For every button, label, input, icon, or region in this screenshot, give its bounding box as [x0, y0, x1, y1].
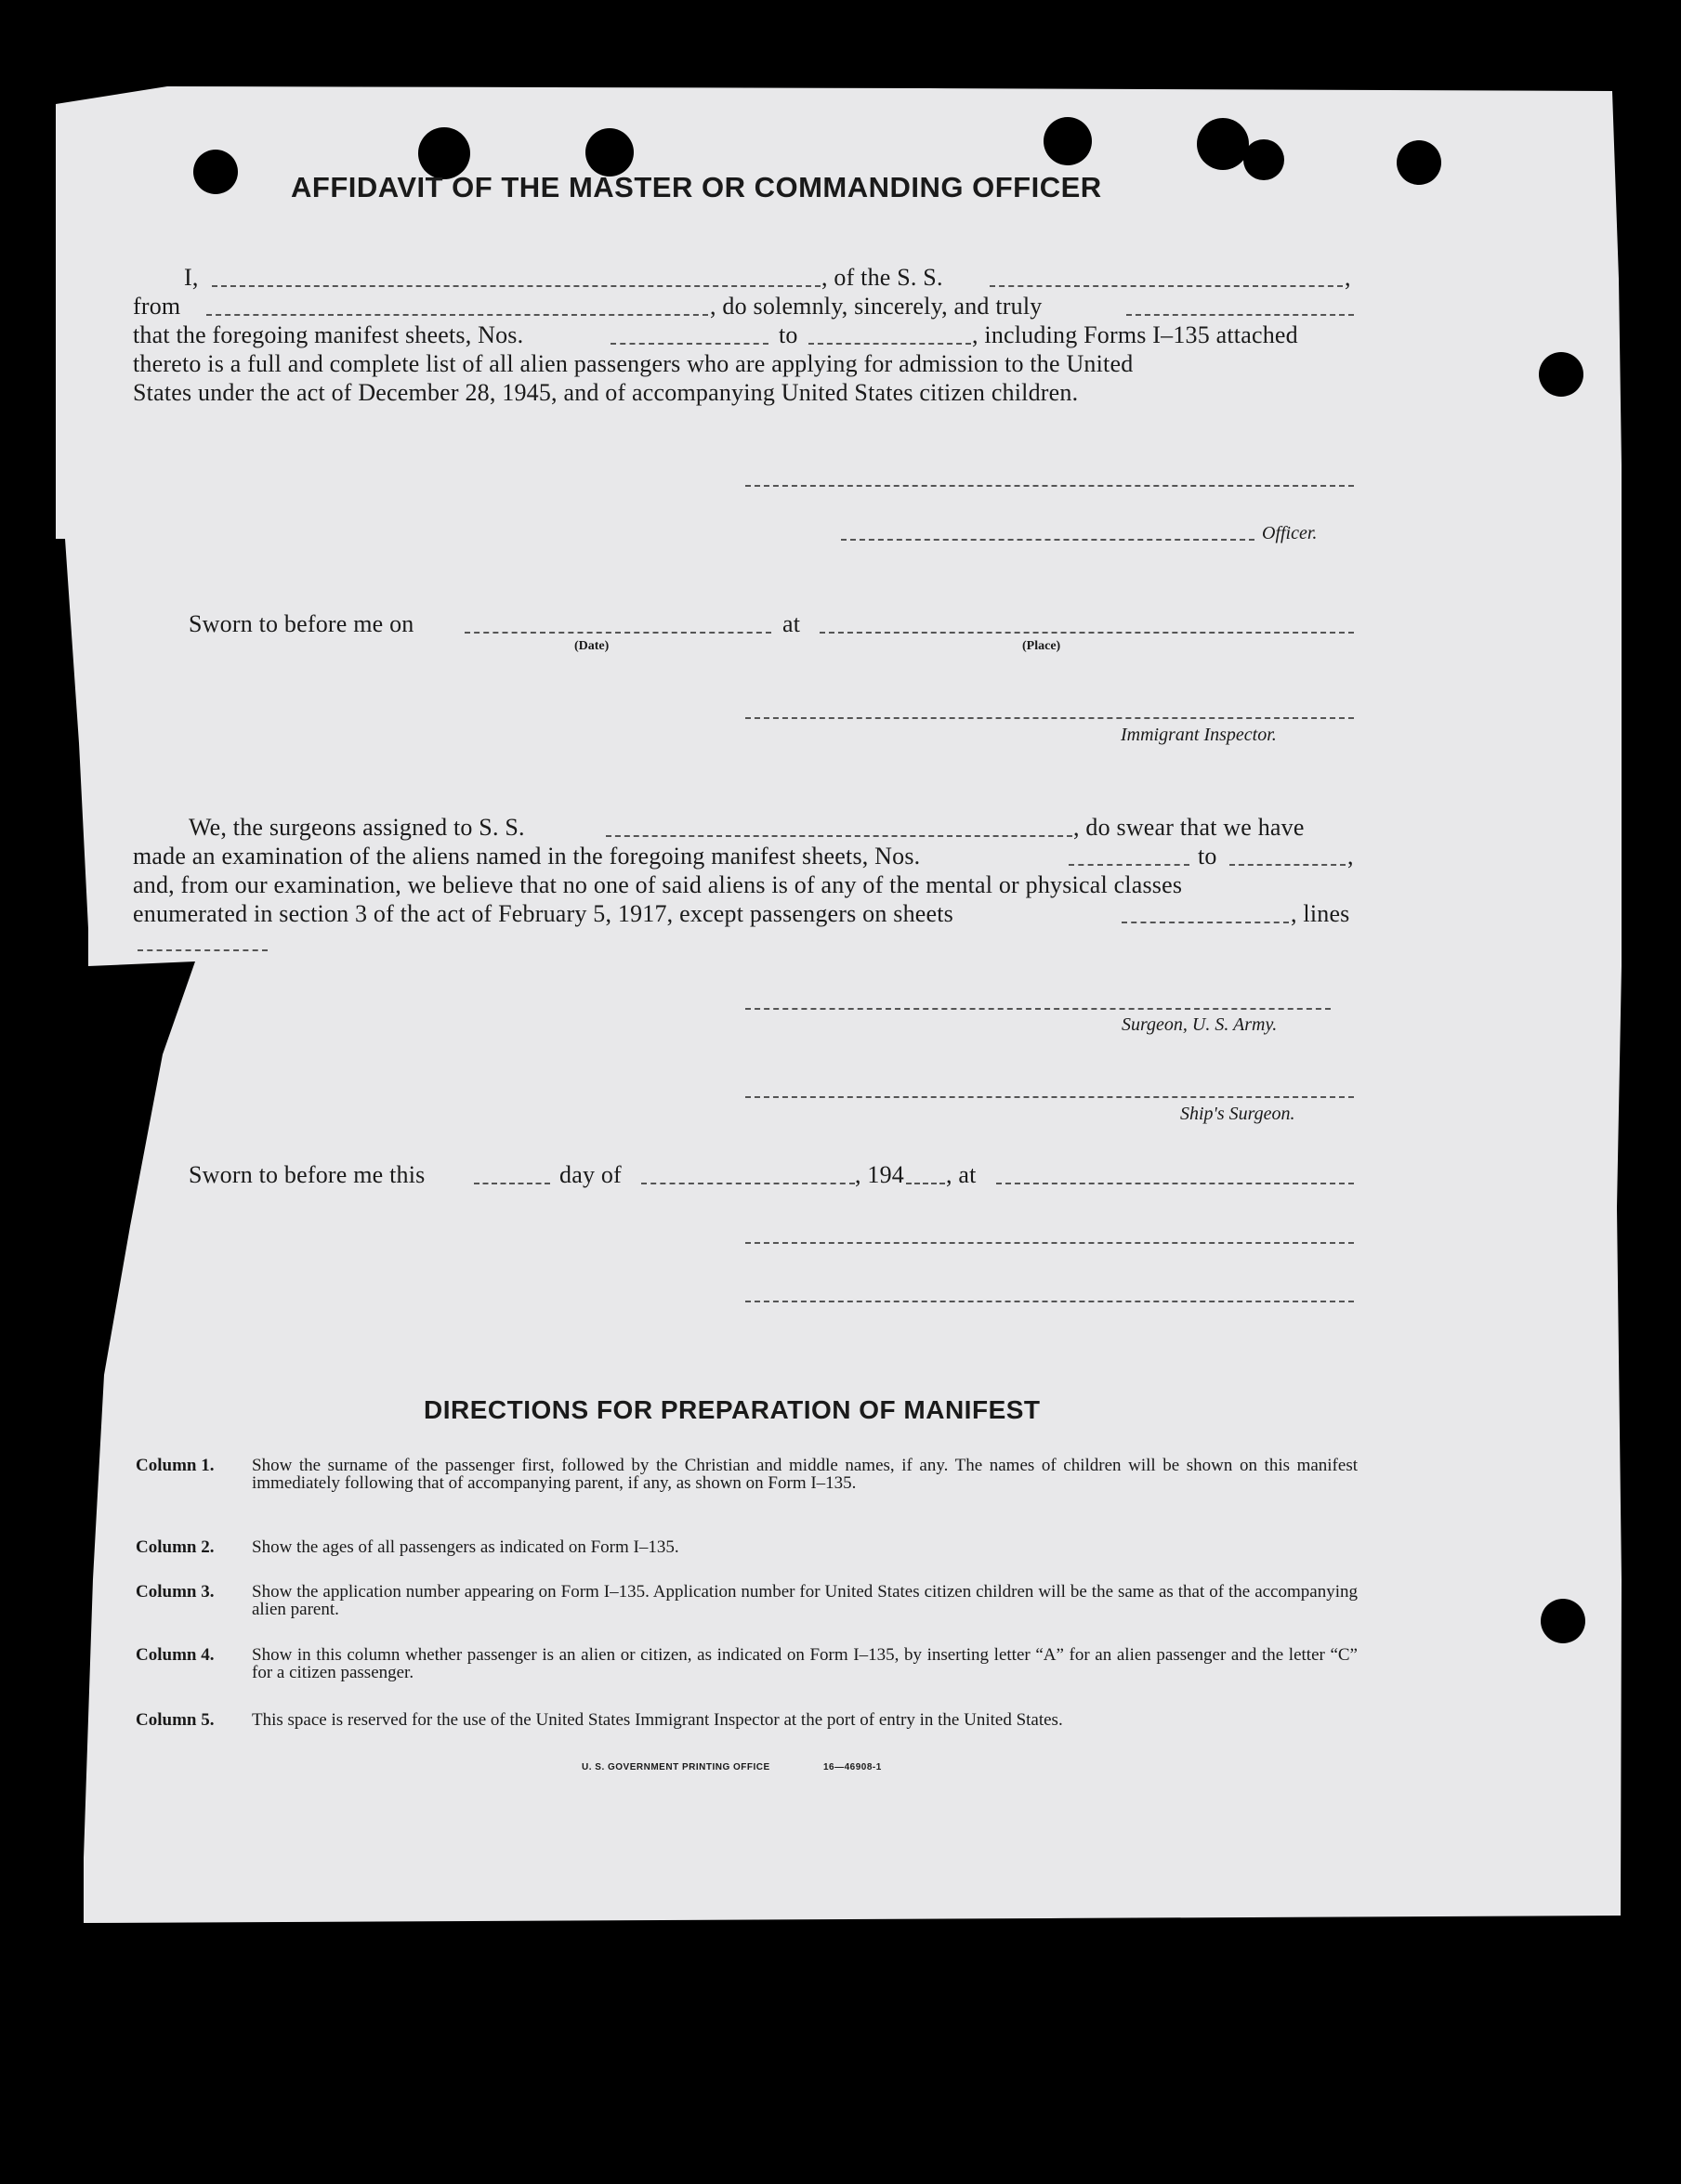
surgeons-line2-comma: ,	[1347, 843, 1354, 870]
affidavit-line4: thereto is a full and complete list of all alien passengers who are applying for admission to the United	[133, 350, 1134, 377]
date-caption: (Date)	[574, 639, 610, 653]
surgeons-line4-lines: , lines	[1291, 900, 1350, 927]
direction-text: Show the application number appearing on Form I–135. Application number for United States citizen children will be the same as that of the accompanying alien parent.	[252, 1582, 1358, 1619]
except-lines-field[interactable]	[138, 949, 268, 951]
inspector-label: Immigrant Inspector.	[1121, 725, 1277, 745]
direction-label: Column 1.	[136, 1456, 215, 1475]
sworn2-title-line[interactable]	[745, 1301, 1354, 1302]
surgeons-line4: enumerated in section 3 of the act of February 5, 1917, except passengers on sheets	[133, 900, 953, 927]
sworn2-year: , 194	[855, 1161, 904, 1188]
sheet-from-field[interactable]	[611, 343, 768, 345]
sworn2-dayof: day of	[559, 1161, 622, 1188]
surgeons-sheet-to-field[interactable]	[1229, 864, 1346, 866]
direction-column-4	[136, 1646, 1358, 1683]
affidavit-line1-comma: ,	[1345, 264, 1351, 291]
surgeons-line1: We, the surgeons assigned to S. S.	[189, 814, 525, 841]
surgeons-sheet-from-field[interactable]	[1069, 864, 1189, 866]
printer-imprint: U. S. GOVERNMENT PRINTING OFFICE	[582, 1762, 770, 1772]
sworn1-place-field[interactable]	[820, 632, 1354, 634]
direction-label: Column 2.	[136, 1537, 215, 1557]
ship-surgeon-label: Ship's Surgeon.	[1180, 1104, 1295, 1124]
direction-column-3	[136, 1583, 1358, 1620]
affidavit-line3-forms: , including Forms I–135 attached	[972, 321, 1298, 348]
direction-column-2	[136, 1538, 1358, 1559]
sworn1-date-field[interactable]	[465, 632, 771, 634]
surgeons-line2: made an examination of the aliens named in the foregoing manifest sheets, Nos.	[133, 843, 921, 870]
sworn2-text: Sworn to before me this	[189, 1161, 426, 1188]
direction-column-1	[136, 1457, 1358, 1512]
army-surgeon-signature-line[interactable]	[745, 1008, 1331, 1010]
sworn2-place-field[interactable]	[996, 1183, 1354, 1184]
place-caption: (Place)	[1022, 639, 1061, 653]
surgeons-line2-to: to	[1198, 843, 1217, 870]
affidavit-line2-swear: , do solemnly, sincerely, and truly	[710, 293, 1043, 320]
sworn1-at: at	[782, 610, 801, 637]
surgeons-line3: and, from our examination, we believe that no one of said aliens is of any of the mental or physical classes	[133, 871, 1183, 898]
direction-text: Show in this column whether passenger is an alien or citizen, as indicated on Form I–135, by inserting letter “A” for an alien passenger and the letter “C” for a citizen passenger.	[252, 1645, 1358, 1682]
direction-label: Column 5.	[136, 1710, 215, 1730]
affidavit-title: AFFIDAVIT OF THE MASTER OR COMMANDING OFFICER	[291, 171, 1102, 203]
direction-column-5	[136, 1711, 1358, 1748]
direction-label: Column 3.	[136, 1582, 215, 1602]
affidavit-line3-to: to	[779, 321, 798, 348]
surgeons-ship-field[interactable]	[606, 835, 1072, 837]
affidavit-line5: States under the act of December 28, 1945, and of accompanying United States citizen children.	[133, 379, 1079, 406]
officer-signature-line[interactable]	[745, 485, 1354, 487]
ship-surgeon-signature-line[interactable]	[745, 1096, 1354, 1098]
direction-text: Show the surname of the passenger first, followed by the Christian and middle names, if any. The names of children will be shown on this manifest immediately following that of accompanying parent, if any, as shown on Form I–135.	[252, 1456, 1358, 1493]
sworn2-month-field[interactable]	[641, 1183, 855, 1184]
officer-label: Officer.	[1262, 523, 1318, 543]
master-name-field[interactable]	[212, 285, 821, 287]
affidavit-line3-sheets: that the foregoing manifest sheets, Nos.	[133, 321, 524, 348]
sworn2-signature-line[interactable]	[745, 1242, 1354, 1244]
inspector-signature-line[interactable]	[745, 717, 1354, 719]
sworn2-at: , at	[946, 1161, 977, 1188]
affidavit-line1-start: I,	[184, 264, 199, 291]
direction-text: This space is reserved for the use of the United States Immigrant Inspector at the port of entry in the United States.	[252, 1710, 1063, 1730]
officer-title-line[interactable]	[841, 539, 1254, 541]
affidavit-line2-from: from	[133, 293, 181, 320]
affidavit-line1-ship: , of the S. S.	[821, 264, 943, 291]
sworn2-year-field[interactable]	[906, 1183, 945, 1184]
sworn1-text: Sworn to before me on	[189, 610, 414, 637]
ship-name-field[interactable]	[990, 285, 1343, 287]
direction-text: Show the ages of all passengers as indicated on Form I–135.	[252, 1537, 679, 1557]
surgeons-line1-swear: , do swear that we have	[1073, 814, 1305, 841]
sheet-to-field[interactable]	[808, 343, 971, 345]
except-sheets-field[interactable]	[1122, 922, 1289, 923]
sworn2-day-field[interactable]	[474, 1183, 550, 1184]
direction-label: Column 4.	[136, 1645, 215, 1665]
army-surgeon-label: Surgeon, U. S. Army.	[1122, 1014, 1278, 1035]
from-port-field[interactable]	[206, 314, 708, 316]
form-number: 16—46908-1	[823, 1762, 882, 1772]
swear-field[interactable]	[1126, 314, 1354, 316]
directions-title: DIRECTIONS FOR PREPARATION OF MANIFEST	[424, 1395, 1041, 1424]
